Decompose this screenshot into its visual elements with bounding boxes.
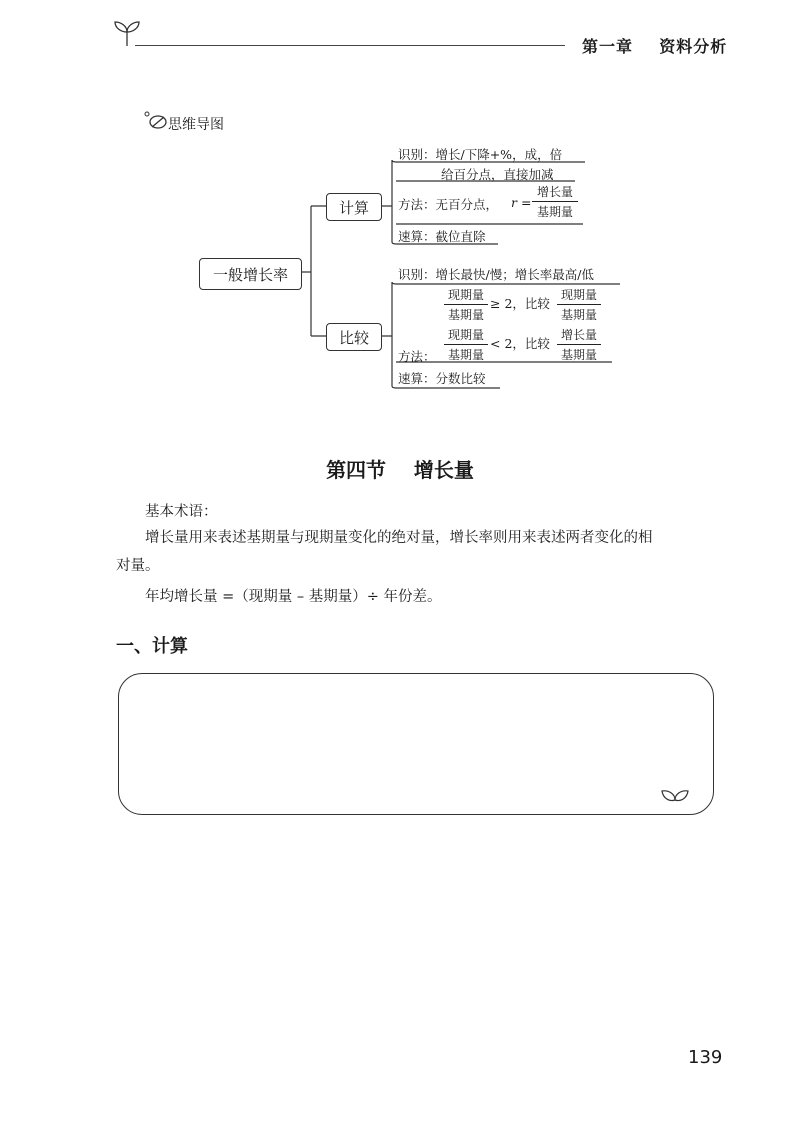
terms-label: 基本术语： [145,504,218,520]
calc-quick: 速算：截位直除 [398,229,486,244]
compare-quick: 速算：分数比较 [398,371,486,386]
para1-line2: 对量。 [116,558,160,574]
compare-identify: 识别：增长最快/慢；增长率最高/低 [398,267,594,282]
calc-identify: 识别：增长/下降+%，成，倍 [398,147,563,162]
compare-row1-fraction [444,286,488,323]
compare-row2-op: < 2，比较 [490,336,550,351]
calc-method-prefix: 方法：无百分点， [398,197,499,212]
compare-row2-fraction [444,326,488,363]
fraction-numerator: 增长量 [532,183,578,202]
fraction-numerator: 现期量 [444,326,488,345]
fraction-denominator: 基期量 [447,348,484,362]
para1-line1: 增长量用来表述基期量与现期量变化的绝对量，增长率则用来表述两者变化的相 [145,530,653,546]
note-box [118,673,714,815]
mindmap-compare-node: 比较 [326,323,382,351]
page-number: 139 [688,1047,723,1068]
mindmap-root-node: 一般增长率 [199,258,302,290]
compare-row1-fraction2 [557,286,601,323]
compare-row2-fraction2 [557,326,601,363]
section-title: 第四节 增长量 [326,458,474,482]
calc-method-line1: 给百分点，直接加减 [441,167,554,182]
mindmap-label: 思维导图 [168,117,224,133]
fraction-numerator: 现期量 [444,286,488,305]
compare-method-label: 方法： [398,349,436,364]
fraction-denominator: 基期量 [536,205,573,219]
fraction-denominator: 基期量 [560,348,597,362]
calc-method-r: r = [511,195,532,210]
calc-growth-fraction [532,183,578,220]
chapter-title: 第一章 资料分析 [582,37,728,56]
fraction-denominator: 基期量 [447,308,484,322]
fraction-numerator: 增长量 [557,326,601,345]
subsection-title: 一、计算 [116,636,188,657]
fraction-numerator: 现期量 [557,286,601,305]
para2: 年均增长量 =（现期量 – 基期量）÷ 年份差。 [145,589,442,605]
leaf-icon [660,786,690,804]
fraction-denominator: 基期量 [560,308,597,322]
compare-row1-op: ≥ 2，比较 [490,296,550,311]
mindmap-calc-node: 计算 [326,193,382,221]
